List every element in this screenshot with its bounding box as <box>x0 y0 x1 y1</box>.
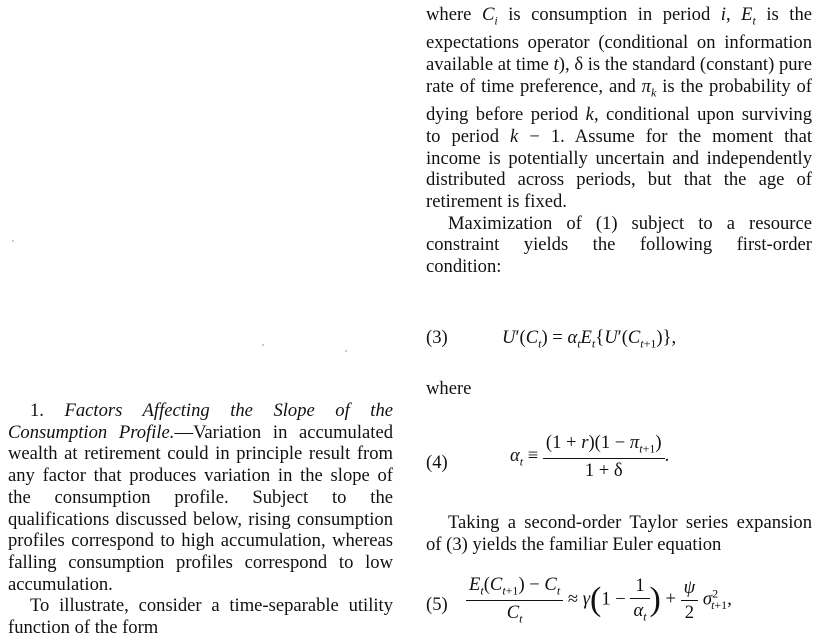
scan-speck <box>345 350 347 352</box>
equation-5 <box>426 570 821 636</box>
maximization-paragraph: Maximization of (1) subject to a resource constraint yields the following first-order condition: <box>426 212 812 278</box>
taylor-paragraph: Taking a second-order Taylor series expansion of (3) yields the familiar Euler equation <box>426 512 812 555</box>
equation-body: $U'(C_t) = \alpha_tE_t\{U'(C_{t+1})\}$, <box>502 327 677 351</box>
equation-number: (5) <box>426 594 448 615</box>
scan-speck <box>262 344 264 346</box>
illustrate-paragraph: To illustrate, consider a time-separable utility function of the form <box>8 595 393 639</box>
equation-body: $\alpha_t$ ≡ $\frac{(1 + r)(1 - \pi_{t+1})}{1 + \delta}$ . <box>510 432 670 481</box>
equation-4 <box>426 428 816 488</box>
fraction: $\frac{(1 + r)(1 - \pi_{t+1})}{1 + \delta}$ <box>543 432 665 482</box>
equation-body: $\frac{E_t(C_{t+1}) - C_t}{C_t}$ ≈ γ(1 − $\frac{1}{\alpha_t}$ ) + $\frac{\psi}{2}$ $\sigma^2_{t+1}$, <box>466 574 732 626</box>
section-body: —Variation in accumulated wealth at retirement could in principle result from any factor that produces variation in the slope of the consumption profile. Subject to the qualifications discussed below, rising consumption profiles correspond to high accumulation, whereas falling consumption profiles correspond to low accumulation. <box>8 421 393 595</box>
section-title: Factors Affecting the Slope of the Consumption Profile. <box>8 400 393 443</box>
section-number: 1. <box>30 400 44 421</box>
definitions-paragraph: where $C_i$ is consumption in period i, $E_t$ is the expectations operator (conditional on information available at time t), δ is the standard (constant) pure rate of time preference, and $\pi_k$ is the probability of dying before period k, conditional upon surviving to period k − 1. Assume for the moment that income is potentially uncertain and independently distributed across periods, but that the age of retirement is fixed. <box>426 4 812 213</box>
taylor-paragraph-block <box>426 512 812 555</box>
equation-number: (3) <box>426 327 448 348</box>
fraction: $\frac{E_t(C_{t+1}) - C_t}{C_t}$ <box>466 574 563 626</box>
scan-speck <box>12 240 14 242</box>
equation-number: (4) <box>426 452 448 473</box>
section-paragraph <box>8 400 393 595</box>
fraction: $\frac{1}{\alpha_t}$ <box>630 575 649 625</box>
right-column <box>426 4 812 278</box>
left-column <box>8 400 393 639</box>
equation-3 <box>426 327 816 351</box>
fraction: $\frac{\psi}{2}$ <box>681 577 699 624</box>
where-label: where <box>426 378 472 399</box>
